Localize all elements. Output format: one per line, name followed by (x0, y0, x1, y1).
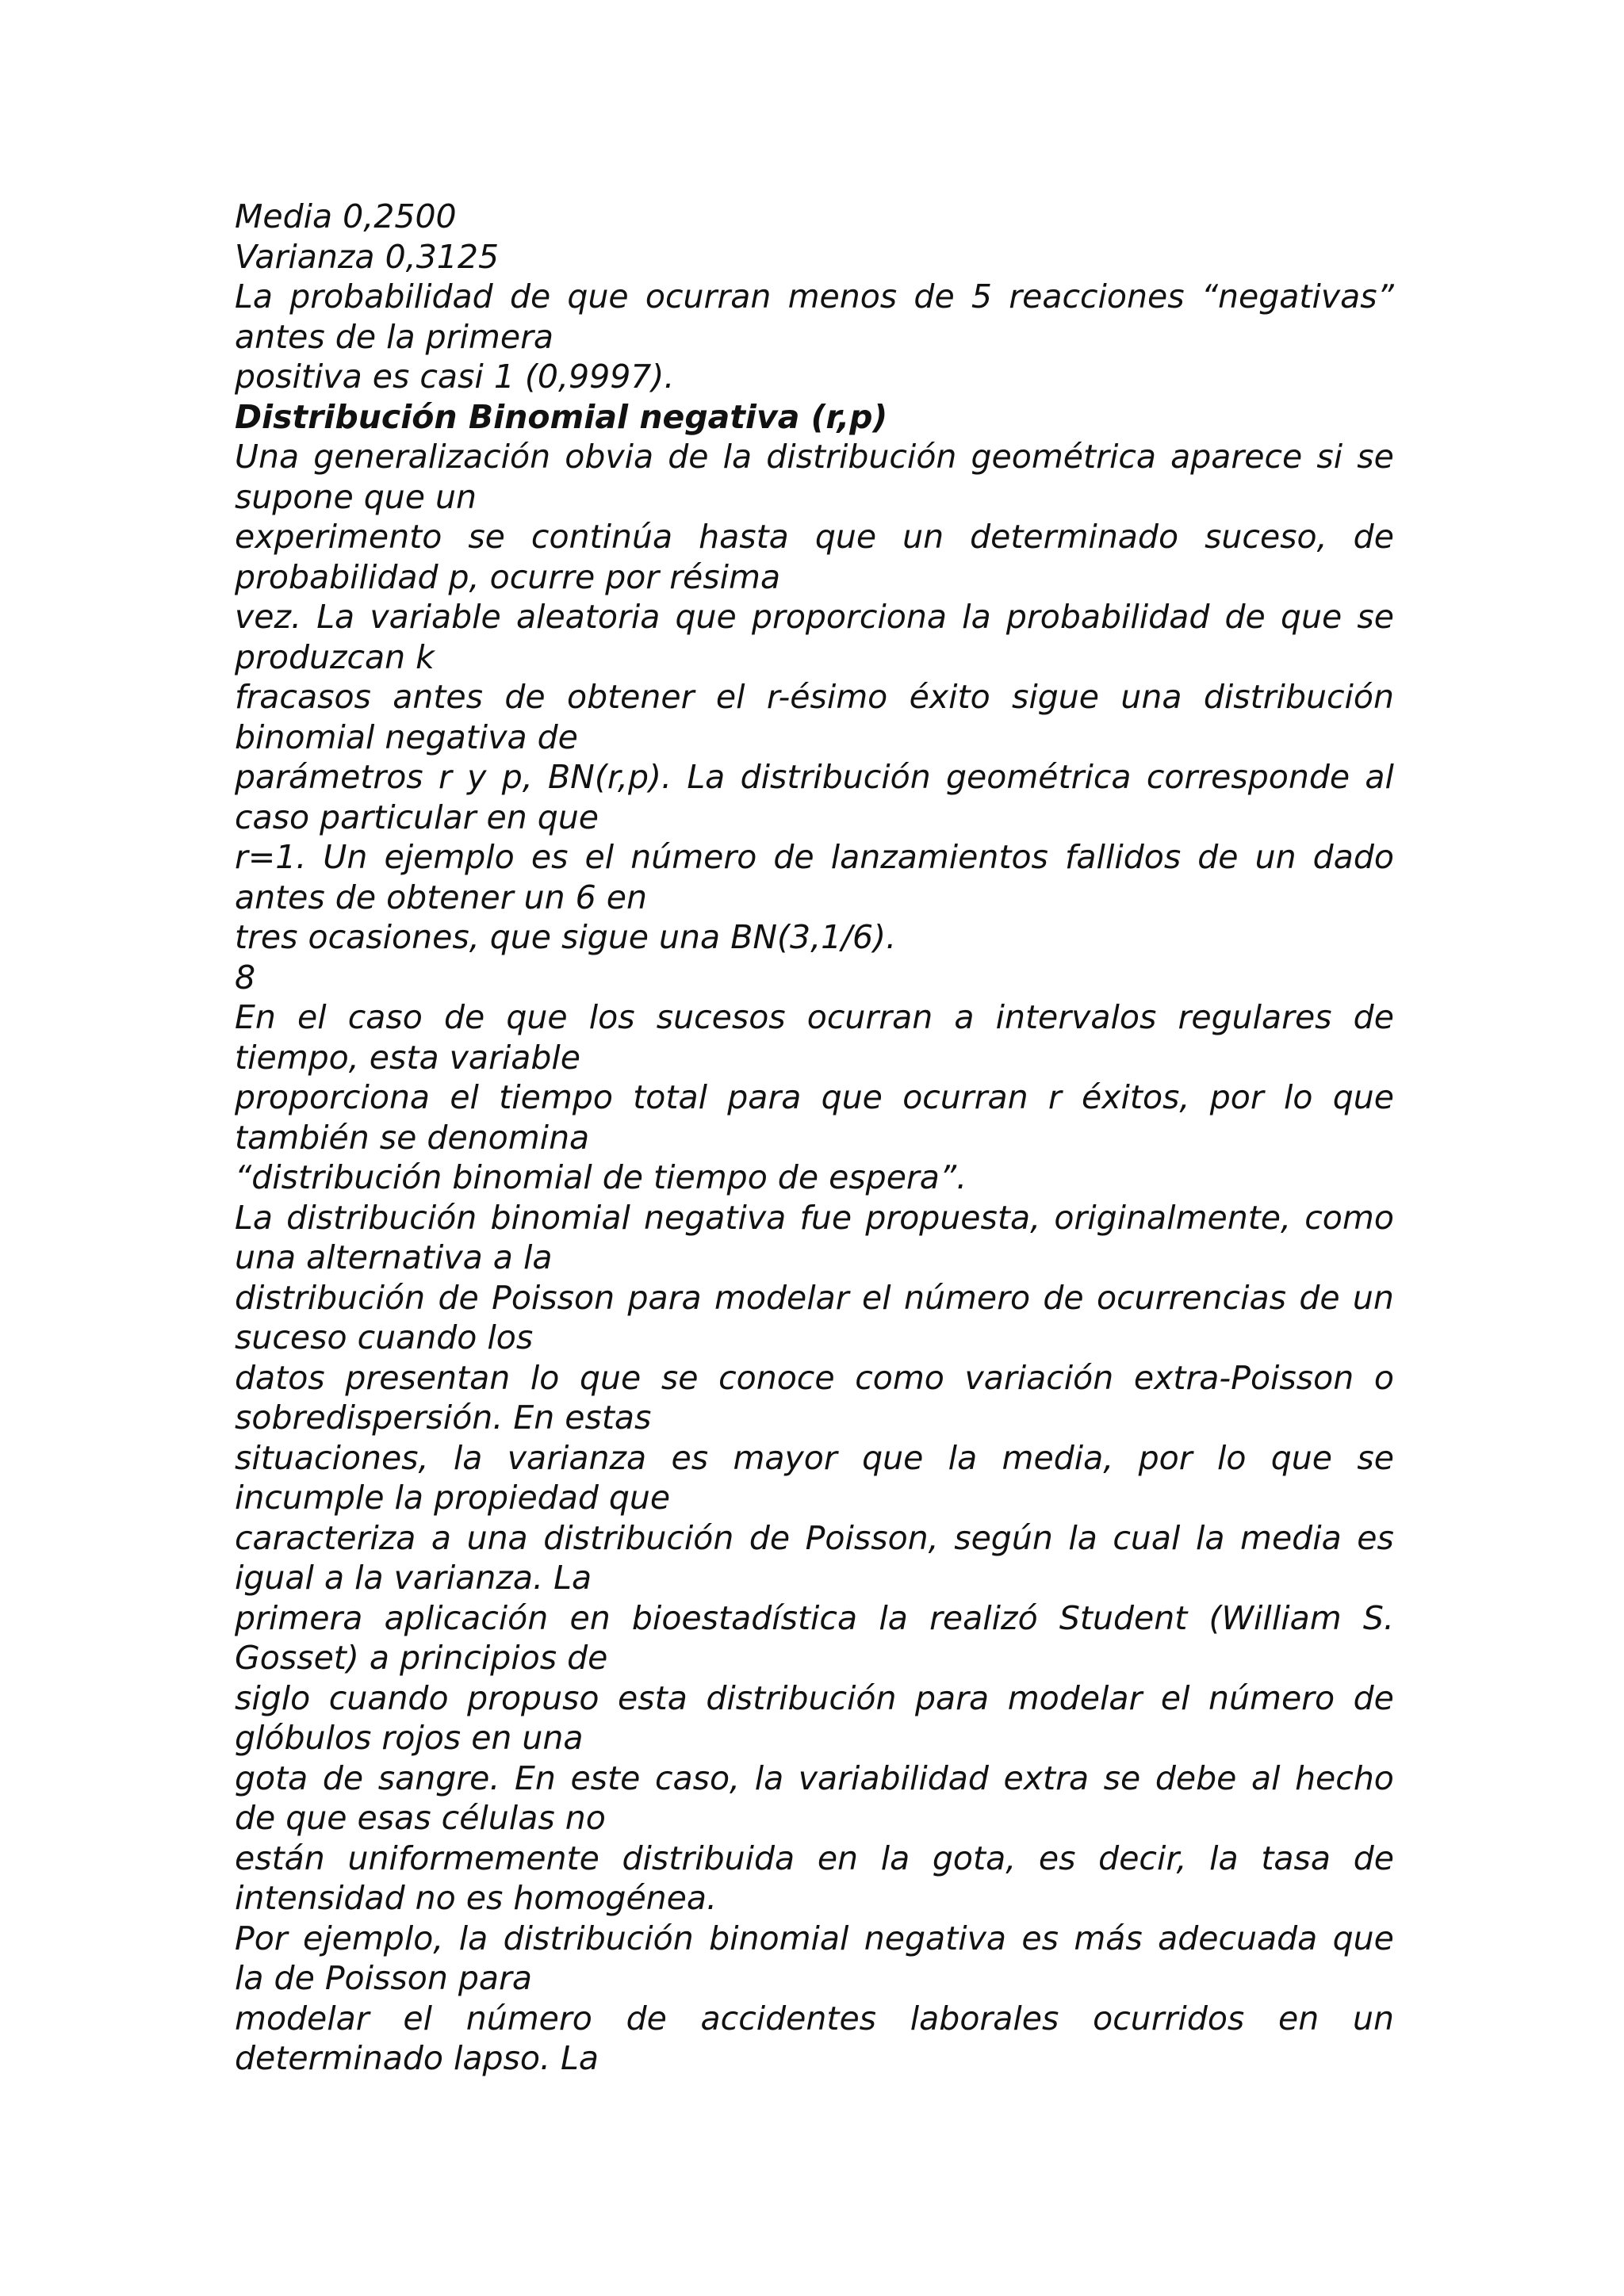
word: número (465, 1999, 592, 2038)
text-line (235, 1038, 1394, 1078)
line-text: positiva es casi 1 (0,9997). (235, 358, 675, 396)
text-line (235, 837, 1394, 878)
word: que (1332, 1919, 1394, 1957)
word: la (458, 1919, 488, 1957)
word: distribución (1203, 678, 1394, 716)
text-line (235, 357, 1394, 397)
word: ejemplo, (303, 1919, 444, 1957)
word: Por (235, 1919, 288, 1957)
line-text: probabilidad p, ocurre por résima (235, 557, 781, 596)
word: es (1038, 1839, 1076, 1877)
word: la (1068, 1518, 1097, 1557)
word: un (1254, 838, 1297, 876)
word: adecuada (1158, 1919, 1318, 1957)
line-text: glóbulos rojos en una (235, 1719, 584, 1757)
word: de (773, 838, 814, 876)
word: de (914, 277, 955, 316)
word: distribución (286, 1198, 477, 1237)
line-text: antes de la primera (235, 317, 554, 356)
word: hecho (1295, 1758, 1394, 1797)
word: aleatoria (515, 598, 661, 636)
word: sucesos (656, 998, 786, 1036)
word: a (954, 998, 975, 1036)
word: caso (347, 998, 423, 1036)
word: distribución (503, 1919, 694, 1957)
text-line (235, 1999, 1394, 2039)
word: Un (323, 838, 368, 876)
text-line (235, 597, 1394, 637)
word: si (1316, 438, 1343, 476)
word: se (1357, 438, 1394, 476)
text-line (235, 798, 1394, 838)
word: distribuida (622, 1839, 795, 1877)
word: que (1280, 598, 1342, 636)
word: determinado (970, 518, 1179, 556)
word: Poisson (492, 1278, 615, 1317)
word: en (569, 1598, 611, 1637)
word: geométrica (971, 438, 1157, 476)
document-page (235, 197, 1394, 2079)
word: que (579, 1358, 642, 1397)
line-text: Media 0,2500 (235, 197, 457, 235)
word: generalización (313, 438, 551, 476)
word: mayor (733, 1438, 837, 1477)
word: lo (1216, 1438, 1247, 1477)
word: ocurran (902, 1078, 1028, 1116)
word: el (297, 998, 327, 1036)
word: negativa (864, 1919, 1006, 1957)
word: situaciones, (235, 1438, 429, 1477)
word: por (1138, 1438, 1193, 1477)
text-line (235, 277, 1394, 317)
word: fracasos (235, 678, 371, 716)
line-text: Varianza 0,3125 (235, 237, 500, 276)
word: y (467, 758, 487, 796)
word: corresponde (1146, 758, 1350, 796)
text-line (235, 997, 1394, 1038)
word: originalmente, (1054, 1198, 1292, 1237)
word: r=1. (235, 838, 307, 876)
text-line (235, 1958, 1394, 1999)
word: extra (1003, 1758, 1090, 1797)
word: de (1224, 598, 1266, 636)
word: de (749, 1518, 791, 1557)
word: binomial (709, 1919, 849, 1957)
word: la (962, 598, 991, 636)
word: éxito (909, 678, 990, 716)
text-line (235, 1638, 1394, 1678)
text-line (235, 1558, 1394, 1598)
word: la (880, 1839, 910, 1877)
word: la (879, 1598, 908, 1637)
word: la (453, 1438, 483, 1477)
word: decir, (1098, 1839, 1187, 1877)
line-text: determinado lapso. La (235, 2039, 599, 2077)
word: distribución (543, 1518, 734, 1557)
word: de (1043, 1278, 1084, 1317)
word: variabilidad (798, 1758, 989, 1797)
word: media, (1002, 1438, 1114, 1477)
line-text: caso particular en que (235, 798, 599, 836)
line-text: sobredispersión. En estas (235, 1399, 652, 1437)
line-text: 8 (235, 958, 256, 997)
word: un (902, 518, 944, 556)
line-text: también se denomina (235, 1118, 590, 1157)
word: de (438, 1278, 479, 1317)
text-line (235, 878, 1394, 918)
word: r-ésimo (766, 678, 888, 716)
word: (William (1208, 1598, 1342, 1637)
text-line (235, 1238, 1394, 1278)
word: de (668, 438, 709, 476)
word: hasta (699, 518, 789, 556)
word: de (504, 678, 546, 716)
word: gota, (932, 1839, 1017, 1877)
word: primera (235, 1598, 363, 1637)
word: La (687, 758, 726, 796)
text-line (235, 1598, 1394, 1639)
line-text: una alternativa a la (235, 1238, 553, 1276)
word: aplicación (384, 1598, 549, 1637)
word: geométrica (946, 758, 1132, 796)
text-line (235, 1118, 1394, 1158)
word: distribución (740, 758, 931, 796)
word: cual (1113, 1518, 1181, 1557)
word: se (1357, 598, 1394, 636)
text-line (235, 1878, 1394, 1919)
line-text: igual a la varianza. La (235, 1559, 592, 1597)
word: Poisson, (805, 1518, 939, 1557)
word: la (722, 438, 753, 476)
word: un (1352, 1999, 1394, 2038)
word: en (817, 1839, 859, 1877)
text-line (235, 1438, 1394, 1479)
word: La (316, 598, 355, 636)
word: éxitos, (1082, 1078, 1190, 1116)
word: número (1208, 1678, 1335, 1717)
word: proporciona (235, 1078, 431, 1116)
text-line (235, 517, 1394, 557)
word: distribución (706, 1678, 897, 1717)
word: como (1304, 1198, 1394, 1237)
word: que (675, 598, 737, 636)
word: de (322, 1758, 364, 1797)
word: realizó (929, 1598, 1038, 1637)
word: es (671, 1438, 709, 1477)
word: siglo (235, 1678, 311, 1717)
word: vez. (235, 598, 302, 636)
word: esta (618, 1678, 688, 1717)
word: a (431, 1518, 452, 1557)
text-line (235, 1158, 1394, 1198)
text-line (235, 958, 1394, 998)
word: fallidos (1065, 838, 1182, 876)
word: extra-Poisson (1133, 1358, 1354, 1397)
line-text: produzcan k (235, 637, 435, 676)
word: “negativas” (1201, 277, 1394, 316)
word: se (1357, 1438, 1394, 1477)
word: ocurran (806, 998, 933, 1036)
word: una (466, 1518, 528, 1557)
word: varianza (507, 1438, 647, 1477)
word: fue (799, 1198, 852, 1237)
word: ocurrencias (1097, 1278, 1286, 1317)
word: este (570, 1758, 641, 1797)
word: sigue (1012, 678, 1100, 716)
word: BN(r,p). (548, 758, 672, 796)
word: que (567, 277, 629, 316)
text-line (235, 557, 1394, 598)
word: es (1357, 1518, 1394, 1557)
text-line (235, 1278, 1394, 1318)
word: proporciona (751, 598, 947, 636)
text-line (235, 437, 1394, 477)
line-text: suceso cuando los (235, 1318, 534, 1357)
word: probabilidad (1005, 598, 1210, 636)
word: antes (393, 678, 484, 716)
text-line (235, 637, 1394, 678)
word: el (861, 1278, 891, 1317)
text-line (235, 1919, 1394, 1959)
word: distribución (766, 438, 957, 476)
word: La (235, 1198, 273, 1237)
line-text: antes de obtener un 6 en (235, 878, 647, 916)
line-text: Gosset) a principios de (235, 1639, 608, 1677)
text-line (235, 1798, 1394, 1839)
text-line (235, 1678, 1394, 1719)
word: gota (235, 1758, 308, 1797)
word: media (1240, 1518, 1342, 1557)
text-line (235, 317, 1394, 358)
word: o (1373, 1358, 1394, 1397)
word: variable (370, 598, 501, 636)
word: r (1048, 1078, 1062, 1116)
word: número (903, 1278, 1031, 1317)
word: experimento (235, 518, 442, 556)
line-text: Distribución Binomial negativa (r,p) (235, 397, 888, 436)
text-line (235, 1077, 1394, 1118)
text-line (235, 1478, 1394, 1518)
word: p, (501, 758, 533, 796)
word: según (954, 1518, 1053, 1557)
word: total (633, 1078, 707, 1116)
word: probabilidad (289, 277, 493, 316)
word: de (1353, 1839, 1394, 1877)
line-text: la de Poisson para (235, 1959, 532, 1997)
word: número (630, 838, 757, 876)
word: de (1353, 1678, 1394, 1717)
word: lo (1283, 1078, 1313, 1116)
word: que (506, 998, 568, 1036)
line-text: supone que un (235, 477, 477, 516)
text-line (235, 1839, 1394, 1879)
word: variación (964, 1358, 1114, 1397)
word: al (1251, 1758, 1281, 1797)
word: Una (235, 438, 300, 476)
section-heading (235, 397, 1394, 438)
word: que (862, 1438, 924, 1477)
word: debe (1155, 1758, 1237, 1797)
word: lanzamientos (830, 838, 1048, 876)
word: para (627, 1278, 702, 1317)
word: cuando (328, 1678, 449, 1717)
word: que (821, 1078, 883, 1116)
word: r (438, 758, 452, 796)
word: que (1332, 1078, 1394, 1116)
word: ocurran (645, 277, 772, 316)
word: conoce (718, 1358, 835, 1397)
text-line (235, 1718, 1394, 1758)
word: la (1209, 1839, 1239, 1877)
word: propuso (467, 1678, 599, 1717)
text-line (235, 1398, 1394, 1438)
word: datos (235, 1358, 325, 1397)
word: el (1160, 1678, 1190, 1717)
word: están (235, 1839, 325, 1877)
word: en (1278, 1999, 1320, 2038)
word: más (1074, 1919, 1143, 1957)
word: como (855, 1358, 944, 1397)
line-text: tiempo, esta variable (235, 1038, 581, 1077)
word: de (509, 277, 551, 316)
word: modelar (235, 1999, 370, 2038)
text-line (235, 237, 1394, 277)
word: el (403, 1999, 433, 2038)
word: suceso, (1205, 518, 1327, 556)
line-text: intensidad no es homogénea. (235, 1879, 718, 1917)
word: ejemplo (384, 838, 515, 876)
word: es (1021, 1919, 1059, 1957)
word: para (915, 1678, 990, 1717)
word: de (444, 998, 485, 1036)
word: accidentes (700, 1999, 877, 2038)
word: parámetros (235, 758, 423, 796)
word: de (1353, 998, 1394, 1036)
word: de (1299, 1278, 1340, 1317)
text-line (235, 757, 1394, 798)
word: el (450, 1078, 479, 1116)
word: menos (787, 277, 898, 316)
line-text: “distribución binomial de tiempo de espera”. (235, 1158, 967, 1196)
word: por (1209, 1078, 1264, 1116)
word: aparece (1170, 438, 1303, 476)
word: lo (530, 1358, 560, 1397)
word: es (530, 838, 569, 876)
word: la (1195, 1518, 1225, 1557)
word: laborales (910, 1999, 1059, 2038)
word: En (235, 998, 276, 1036)
text-line (235, 677, 1394, 718)
line-text: tres ocasiones, que sigue una BN(3,1/6). (235, 918, 897, 956)
word: los (588, 998, 635, 1036)
word: S. (1362, 1598, 1394, 1637)
text-line (235, 197, 1394, 237)
word: la (754, 1758, 784, 1797)
word: presentan (345, 1358, 511, 1397)
word: el (715, 678, 745, 716)
word: uniformemente (347, 1839, 599, 1877)
word: caracteriza (235, 1518, 416, 1557)
word: al (1365, 758, 1394, 796)
word: de (1353, 518, 1394, 556)
word: una (1120, 678, 1182, 716)
text-line (235, 2038, 1394, 2079)
text-line (235, 1318, 1394, 1358)
word: obvia (565, 438, 654, 476)
word: binomial (490, 1198, 630, 1237)
text-line (235, 1518, 1394, 1559)
word: ocurridos (1093, 1999, 1245, 2038)
word: el (584, 838, 615, 876)
word: reacciones (1009, 277, 1185, 316)
line-text: incumple la propiedad que (235, 1479, 671, 1517)
word: distribución (235, 1278, 426, 1317)
word: 5 (971, 277, 992, 316)
word: Student (1059, 1598, 1188, 1637)
word: que (1270, 1438, 1333, 1477)
word: un (1352, 1278, 1394, 1317)
word: La (235, 277, 273, 316)
word: tasa (1261, 1839, 1331, 1877)
word: caso, (654, 1758, 741, 1797)
word: regulares (1178, 998, 1332, 1036)
text-line (235, 477, 1394, 518)
word: En (514, 1758, 556, 1797)
text-line (235, 718, 1394, 758)
line-text: binomial negativa de (235, 718, 578, 756)
word: que (814, 518, 877, 556)
word: dado (1312, 838, 1394, 876)
word: la (948, 1438, 978, 1477)
word: se (1103, 1758, 1141, 1797)
word: bioestadística (631, 1598, 858, 1637)
word: continúa (530, 518, 673, 556)
word: se (468, 518, 505, 556)
word: sangre. (377, 1758, 500, 1797)
word: negativa (644, 1198, 787, 1237)
line-text: de que esas células no (235, 1799, 606, 1837)
word: para (727, 1078, 802, 1116)
word: tiempo (499, 1078, 613, 1116)
word: intervalos (995, 998, 1157, 1036)
word: obtener (567, 678, 695, 716)
word: modelar (714, 1278, 849, 1317)
word: de (1197, 838, 1239, 876)
text-line (235, 917, 1394, 958)
text-line (235, 1358, 1394, 1399)
text-line (235, 1758, 1394, 1799)
word: propuesta, (865, 1198, 1041, 1237)
word: modelar (1007, 1678, 1143, 1717)
text-line (235, 1198, 1394, 1238)
word: de (626, 1999, 667, 2038)
word: se (661, 1358, 699, 1397)
